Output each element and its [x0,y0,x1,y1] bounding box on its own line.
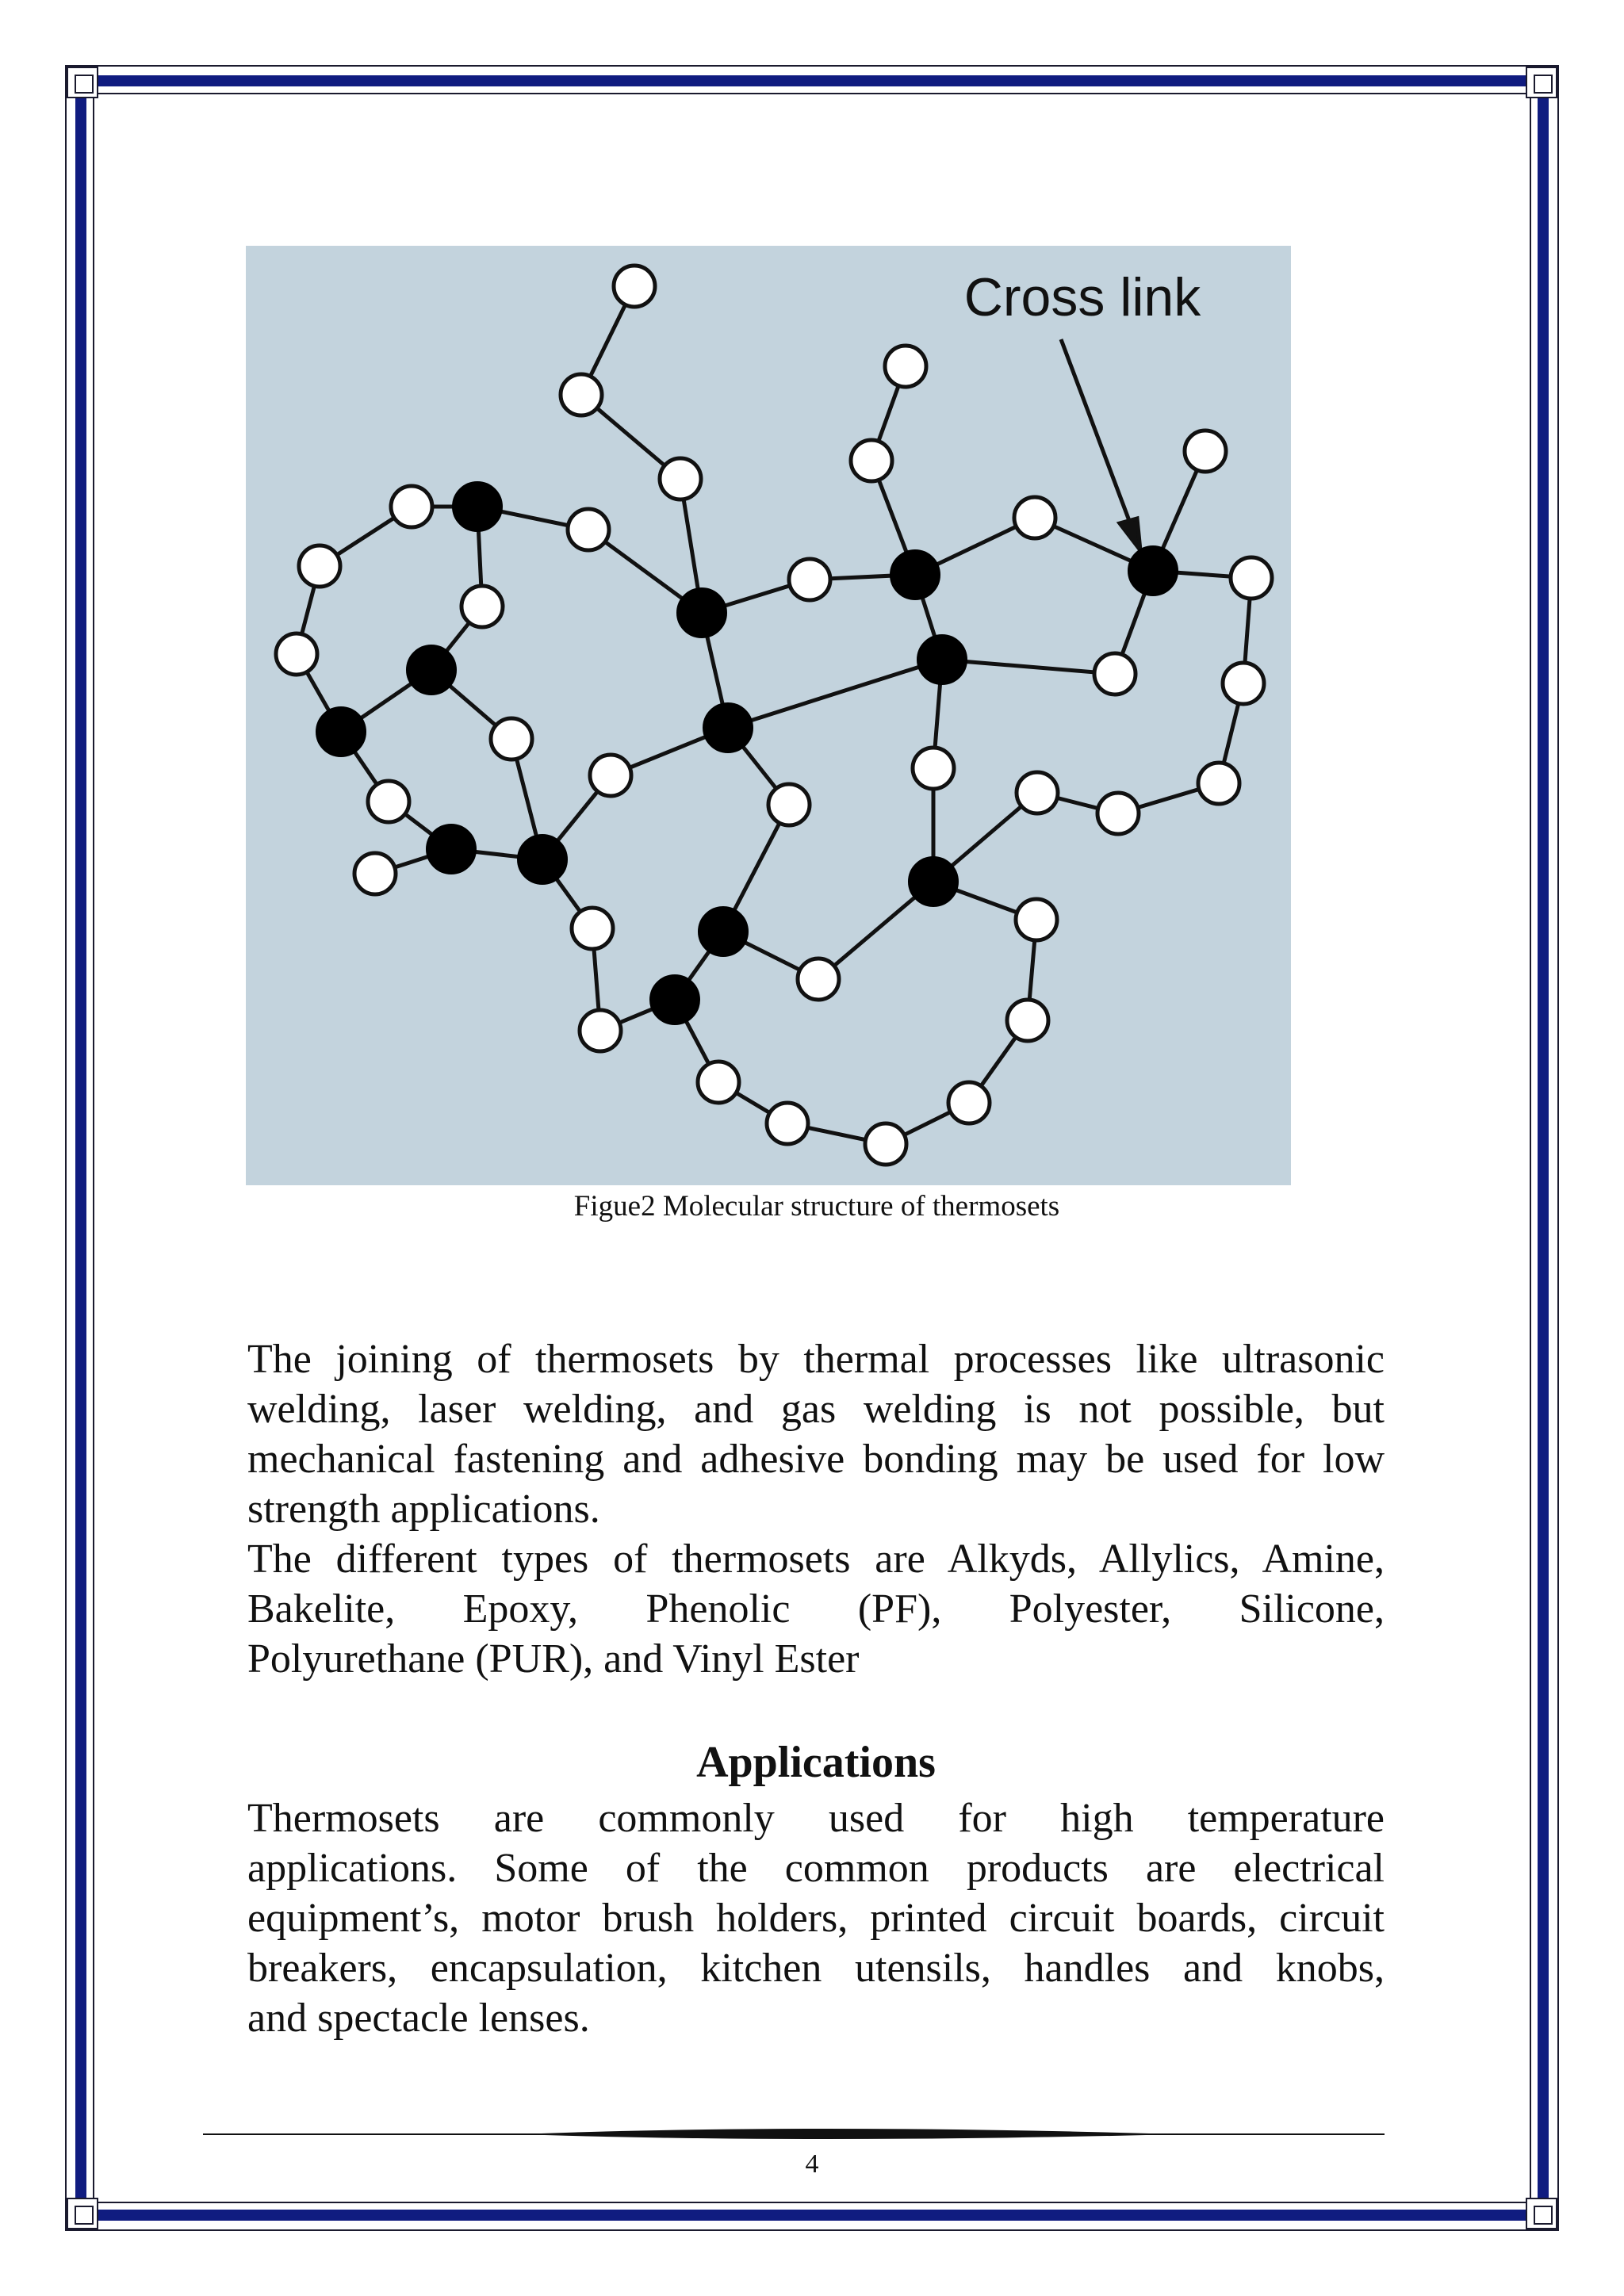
cross-link-label: Cross link [963,267,1201,327]
paragraph-line: Thermosets are commonly used for high temperature [247,1796,1385,1841]
frame-corner-top-right [1526,67,1557,98]
molecular-structure-figure [246,246,1291,1185]
paragraph-line: Polyurethane (PUR), and Vinyl Ester [247,1636,860,1682]
callout-arrow [1061,339,1140,550]
frame-corner-bottom-left [67,2198,98,2229]
paragraph-applications [247,1793,1385,2043]
page-number: 4 [805,2149,819,2179]
paragraph-line: mechanical fastening and adhesive bonding may be used for low [247,1437,1385,1482]
molecular-structure-diagram [246,246,1291,1185]
paragraph-line: Bakelite, Epoxy, Phenolic (PF), Polyester, Silicone, [247,1586,1385,1632]
figure-caption: Figue2 Molecular structure of thermosets [573,1190,1060,1223]
paragraph-line: and spectacle lenses. [247,1996,590,2041]
frame-corner-top-left [67,67,98,98]
paragraph-line: welding, laser welding, and gas welding is not possible, but [247,1387,1385,1432]
footer-divider [203,2125,1385,2144]
bonds [297,286,1251,1144]
paragraph-joining [247,1334,1385,1534]
paragraph-line: The different types of thermosets are Alkyds, Allylics, Amine, [247,1536,1385,1582]
applications-heading: Applications [696,1738,936,1787]
frame-corner-bottom-right [1526,2198,1557,2229]
paragraph-line: The joining of thermosets by thermal processes like ultrasonic [247,1337,1385,1382]
paragraph-line: strength applications. [247,1487,600,1532]
paragraph-types [247,1534,1385,1684]
paragraph-line: breakers, encapsulation, kitchen utensils, handles and knobs, [247,1946,1385,1991]
paragraph-line: equipment’s, motor brush holders, printed circuit boards, circuit [247,1896,1385,1941]
paragraph-line: applications. Some of the common products are electrical [247,1846,1385,1891]
